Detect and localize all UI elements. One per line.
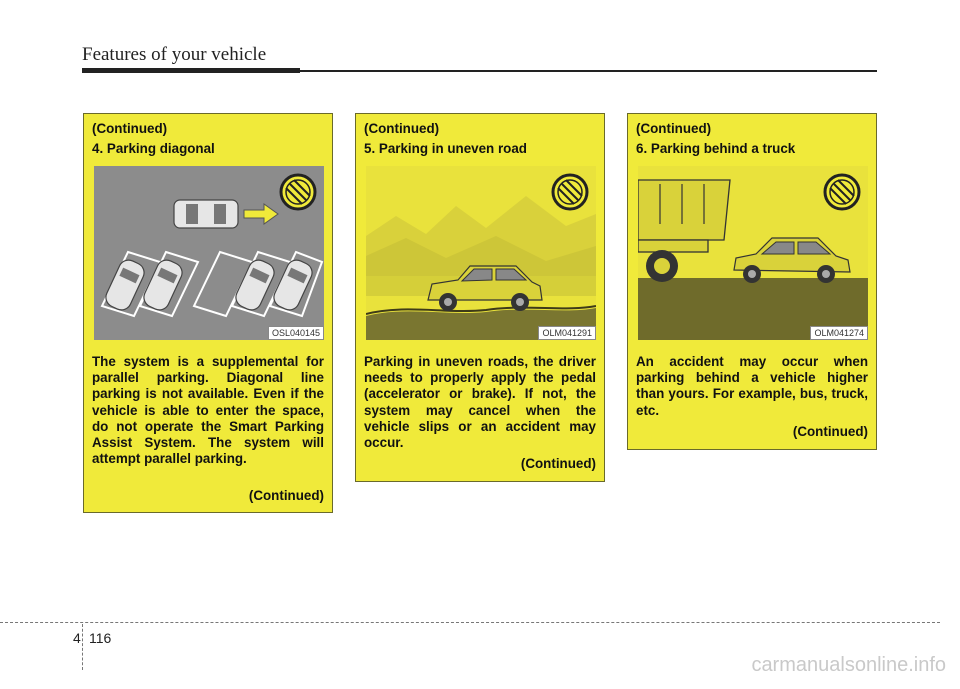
panel-heading: 5. Parking in uneven road	[364, 141, 527, 157]
panel-header	[364, 121, 596, 161]
watermark: carmanualsonline.info	[751, 654, 946, 676]
prohibition-icon	[825, 175, 859, 209]
panel-body: The system is a supplemental for parallel parking. Diagonal line parking is not available. Even if the vehicle is able to enter the space, do not operate the Smart Parking Assist System. The system will attempt parallel parking.	[92, 354, 324, 467]
page-section-number: 4	[73, 630, 81, 646]
prohibition-icon	[281, 175, 315, 209]
footer-vertical-divider	[82, 624, 83, 670]
panel-body: An accident may occur when parking behind a vehicle higher than yours. For example, bus, truck, etc.	[636, 354, 868, 418]
continued-label-bottom: (Continued)	[248, 488, 324, 503]
footer-divider	[0, 622, 940, 623]
illustration-uneven-road	[366, 166, 596, 340]
panel-header	[636, 121, 868, 161]
prohibition-icon	[553, 175, 587, 209]
continued-label-top: (Continued)	[92, 121, 168, 136]
illustration-truck-parking	[638, 166, 868, 340]
image-code: OLM041274	[810, 326, 868, 340]
panel-heading: 4. Parking diagonal	[92, 141, 215, 157]
illustration-diagonal-parking	[94, 166, 324, 340]
panel-body: Parking in uneven roads, the driver needs to properly apply the pedal (accelerator or brake). If not, the system may cancel when the vehicle slips or an accident may occur.	[364, 354, 596, 451]
panel-header	[92, 121, 324, 161]
panel-behind-truck	[627, 113, 877, 450]
image-code: OSL040145	[268, 326, 324, 340]
continued-label-top: (Continued)	[636, 121, 712, 136]
continued-label-bottom: (Continued)	[520, 456, 596, 471]
continued-label-bottom: (Continued)	[792, 424, 868, 439]
page-number: 116	[89, 630, 112, 646]
header-rule-thin	[298, 70, 877, 72]
page-header-title: Features of your vehicle	[82, 44, 267, 65]
continued-label-top: (Continued)	[364, 121, 440, 136]
header-rule-thick	[82, 68, 300, 73]
panel-heading: 6. Parking behind a truck	[636, 141, 796, 157]
panel-uneven-road	[355, 113, 605, 482]
image-code: OLM041291	[538, 326, 596, 340]
panel-parking-diagonal	[83, 113, 333, 513]
